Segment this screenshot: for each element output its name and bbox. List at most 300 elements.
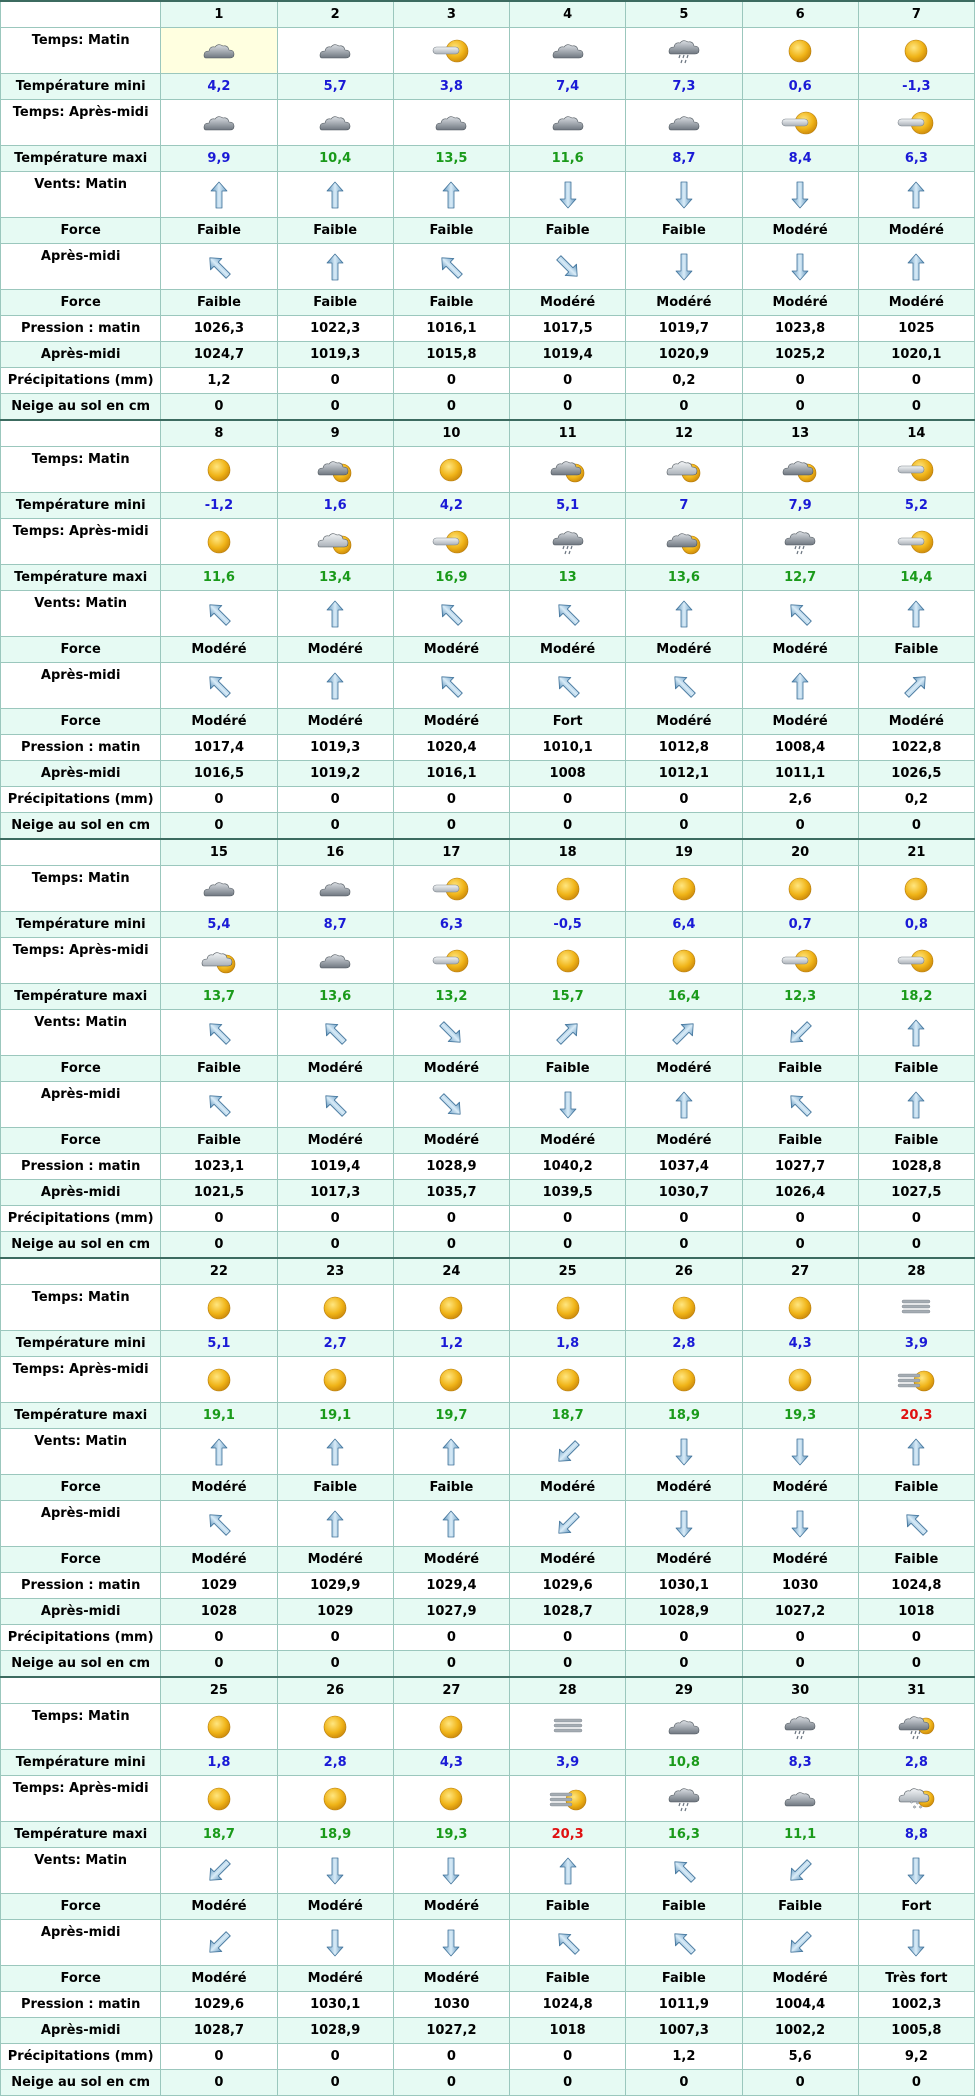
row-label: Force [1,1547,161,1573]
pressure-afternoon-cell: 1011,1 [742,761,858,787]
sun-icon [743,35,858,67]
sun-icon [394,454,509,486]
row-label: Neige au sol en cm [1,1232,161,1259]
cloud-icon [278,945,393,977]
fog-sun-icon [859,1364,974,1396]
wind-arrow-northwest-icon [161,251,276,283]
wind-cell [626,663,742,709]
wind-cell [510,1082,626,1128]
pressure-morning-cell: 1027,7 [742,1154,858,1180]
pressure-morning-cell: 1026,3 [161,316,277,342]
weather-cell [742,447,858,493]
day-header-cell: 12 [626,420,742,447]
wind-arrow-north-icon [626,1089,741,1121]
wind-force-morning-cell: Modéré [393,637,509,663]
pressure-morning-cell: 1029,9 [277,1573,393,1599]
pressure-afternoon-cell: 1007,3 [626,2018,742,2044]
temp-min-cell: 7,9 [742,493,858,519]
wind-cell [161,1501,277,1547]
weather-afternoon-row [1,519,975,565]
wind-force-morning-cell: Modéré [393,1056,509,1082]
row-label: Après-midi [1,663,161,709]
sun-icon [626,945,741,977]
weather-cell [277,1285,393,1331]
wind-arrow-north-icon [278,670,393,702]
temp-min-cell: 8,3 [742,1750,858,1776]
wind-cell [277,1848,393,1894]
pressure-morning-cell: 1025 [858,316,974,342]
wind-afternoon-row [1,1082,975,1128]
day-header-cell: 6 [742,1,858,28]
wind-arrow-north-icon [161,1436,276,1468]
wind-cell [510,663,626,709]
sun-icon [626,1364,741,1396]
cloud-icon [510,107,625,139]
svg-text:*: * [916,1800,920,1808]
temp-max-cell: 16,3 [626,1822,742,1848]
wind-force-afternoon-cell: Modéré [742,1966,858,1992]
snow-depth-cell: 0 [742,1651,858,1678]
weather-cell [510,1776,626,1822]
precipitation-cell: 0 [277,787,393,813]
temp-max-cell: 19,1 [277,1403,393,1429]
wind-arrow-southwest-icon [161,1855,276,1887]
snow-depth-cell: 0 [858,1232,974,1259]
wind-cell [858,663,974,709]
precipitation-row [1,787,975,813]
row-label: Force [1,637,161,663]
pressure-morning-cell: 1017,5 [510,316,626,342]
wind-morning-row [1,1848,975,1894]
day-header-cell: 24 [393,1258,509,1285]
pressure-afternoon-cell: 1018 [510,2018,626,2044]
temp-max-cell: 14,4 [858,565,974,591]
wind-force-afternoon-cell: Modéré [626,1128,742,1154]
wind-cell [510,244,626,290]
temp-max-cell: 20,3 [510,1822,626,1848]
wind-force-morning-cell: Modéré [742,218,858,244]
snow-depth-cell: 0 [510,2070,626,2096]
weather-cell [626,1285,742,1331]
wind-force-afternoon-cell: Faible [277,290,393,316]
day-header-cell: 26 [277,1677,393,1704]
wind-force-morning-cell: Faible [742,1056,858,1082]
precipitation-cell: 0 [393,368,509,394]
weather-cell [626,938,742,984]
temp-max-cell: 13 [510,565,626,591]
wind-arrow-southeast-icon [394,1017,509,1049]
temp-max-cell: 9,9 [161,146,277,172]
pressure-morning-cell: 1028,9 [393,1154,509,1180]
precipitation-cell: 0 [742,1625,858,1651]
row-label: Après-midi [1,761,161,787]
snow-depth-cell: 0 [393,813,509,840]
snow-depth-row [1,394,975,421]
pressure-afternoon-cell: 1002,2 [742,2018,858,2044]
row-label: Pression : matin [1,316,161,342]
pressure-afternoon-cell: 1027,9 [393,1599,509,1625]
row-label: Temps: Matin [1,1704,161,1750]
cloud-icon [626,1711,741,1743]
precipitation-cell: 0 [277,1206,393,1232]
wind-force-afternoon-cell: Faible [510,1966,626,1992]
row-label: Vents: Matin [1,591,161,637]
pressure-morning-row [1,735,975,761]
weather-cell [510,100,626,146]
wind-cell [277,1010,393,1056]
cloud-icon [161,107,276,139]
pressure-afternoon-cell: 1039,5 [510,1180,626,1206]
sun-fog-icon [394,35,509,67]
precipitation-cell: 0 [858,1206,974,1232]
wind-force-morning-row [1,1894,975,1920]
temp-max-cell: 13,6 [626,565,742,591]
precipitation-cell: 0 [742,1206,858,1232]
wind-afternoon-row [1,1501,975,1547]
wind-force-morning-cell: Faible [510,1894,626,1920]
weather-cell [510,28,626,74]
wind-force-morning-cell: Modéré [858,218,974,244]
wind-cell [858,244,974,290]
wind-cell [626,591,742,637]
wind-arrow-northwest-icon [278,1017,393,1049]
day-header-cell: 5 [626,1,742,28]
precipitation-cell: 0 [510,2044,626,2070]
temp-min-cell: 5,7 [277,74,393,100]
wind-force-afternoon-cell: Modéré [161,709,277,735]
temp-max-cell: 18,7 [161,1822,277,1848]
wind-arrow-north-icon [743,670,858,702]
snow-depth-cell: 0 [742,2070,858,2096]
wind-cell [393,172,509,218]
weather-cell [510,938,626,984]
wind-cell [510,1010,626,1056]
pressure-morning-cell: 1029,6 [510,1573,626,1599]
weather-cell [277,1776,393,1822]
weather-cell [742,100,858,146]
weather-cell [858,519,974,565]
wind-cell [393,1010,509,1056]
weather-morning-row [1,28,975,74]
row-label: Température maxi [1,1403,161,1429]
temp-max-cell: 6,3 [858,146,974,172]
wind-force-morning-cell: Faible [277,1475,393,1501]
wind-cell [277,663,393,709]
wind-force-afternoon-row [1,709,975,735]
row-label: Temps: Après-midi [1,938,161,984]
temp-max-row [1,565,975,591]
wind-force-morning-cell: Modéré [742,637,858,663]
snow-depth-cell: 0 [626,1651,742,1678]
temp-min-cell: 7,3 [626,74,742,100]
weather-cell [858,447,974,493]
snow-depth-cell: 0 [161,1232,277,1259]
weather-cell [161,938,277,984]
pressure-morning-cell: 1011,9 [626,1992,742,2018]
weather-cell [277,519,393,565]
pressure-afternoon-cell: 1029 [277,1599,393,1625]
pressure-morning-cell: 1004,4 [742,1992,858,2018]
weather-cell [393,28,509,74]
wind-arrow-southwest-icon [743,1017,858,1049]
weather-afternoon-row [1,1357,975,1403]
temp-max-cell: 12,7 [742,565,858,591]
wind-force-morning-cell: Faible [626,218,742,244]
row-label: Après-midi [1,1180,161,1206]
weather-cell [277,1357,393,1403]
sun-fog-icon [859,945,974,977]
snow-depth-cell: 0 [626,1232,742,1259]
wind-arrow-north-icon [859,1017,974,1049]
cloud-icon [278,107,393,139]
day-header-cell: 1 [161,1,277,28]
day-header-cell: 30 [742,1677,858,1704]
cloud-sun-light-icon [626,454,741,486]
day-header-cell: 4 [510,1,626,28]
weather-cell [626,1357,742,1403]
pressure-morning-cell: 1019,3 [277,735,393,761]
wind-force-morning-cell: Faible [510,218,626,244]
row-label: Vents: Matin [1,1429,161,1475]
day-header-cell: 26 [626,1258,742,1285]
temp-max-cell: 19,1 [161,1403,277,1429]
snow-depth-cell: 0 [393,1651,509,1678]
temp-min-cell: 1,8 [510,1331,626,1357]
wind-cell [510,1501,626,1547]
wind-force-afternoon-cell: Modéré [510,290,626,316]
pressure-morning-cell: 1019,7 [626,316,742,342]
row-label: Neige au sol en cm [1,2070,161,2096]
sun-icon [394,1711,509,1743]
precipitation-cell: 0 [510,368,626,394]
sun-fog-icon [743,107,858,139]
cloud-rain-icon [626,1783,741,1815]
wind-cell [742,1010,858,1056]
precipitation-cell: 0 [277,2044,393,2070]
weather-cell [742,1704,858,1750]
wind-arrow-south-icon [510,179,625,211]
wind-cell [858,1848,974,1894]
wind-cell [393,244,509,290]
weather-cell [161,1285,277,1331]
wind-cell [277,1082,393,1128]
row-label: Temps: Après-midi [1,100,161,146]
pressure-afternoon-row [1,2018,975,2044]
wind-arrow-south-icon [859,1927,974,1959]
weather-cell [742,1285,858,1331]
pressure-afternoon-cell: 1005,8 [858,2018,974,2044]
temp-min-cell: 4,2 [393,493,509,519]
weather-cell [626,100,742,146]
wind-force-morning-cell: Faible [277,218,393,244]
precipitation-cell: 0 [277,368,393,394]
sun-icon [161,454,276,486]
row-label: Force [1,1056,161,1082]
cloud-rain-icon [743,1711,858,1743]
snow-depth-row [1,1651,975,1678]
temp-max-cell: 18,9 [626,1403,742,1429]
row-label: Température mini [1,1750,161,1776]
sun-icon [510,945,625,977]
sun-icon [278,1292,393,1324]
weather-morning-row [1,1704,975,1750]
wind-force-afternoon-cell: Modéré [510,1547,626,1573]
snow-depth-cell: 0 [161,1651,277,1678]
wind-afternoon-row [1,244,975,290]
precipitation-cell: 0 [626,1625,742,1651]
wind-force-afternoon-cell: Modéré [277,1128,393,1154]
weather-cell [277,866,393,912]
row-label-empty [1,1677,161,1704]
wind-force-afternoon-cell: Faible [161,290,277,316]
wind-force-morning-cell: Faible [393,218,509,244]
day-header-cell: 22 [161,1258,277,1285]
row-label: Vents: Matin [1,172,161,218]
wind-arrow-northwest-icon [161,670,276,702]
weather-cell [858,1357,974,1403]
weather-cell [626,1704,742,1750]
pressure-morning-cell: 1030,1 [277,1992,393,2018]
precipitation-cell: 0 [626,787,742,813]
wind-morning-row [1,591,975,637]
wind-force-morning-cell: Modéré [510,1475,626,1501]
day-header-cell: 19 [626,839,742,866]
wind-force-morning-cell: Modéré [277,637,393,663]
day-header-cell: 8 [161,420,277,447]
wind-force-afternoon-cell: Modéré [742,709,858,735]
wind-arrow-northwest-icon [394,598,509,630]
wind-cell [393,1501,509,1547]
sun-fog-icon [859,107,974,139]
wind-cell [510,172,626,218]
cloud-sun-icon [743,454,858,486]
weather-cell [277,447,393,493]
wind-cell [393,663,509,709]
pressure-afternoon-cell: 1019,2 [277,761,393,787]
wind-force-afternoon-cell: Modéré [742,1547,858,1573]
svg-text:*: * [910,1799,914,1807]
temp-max-cell: 19,7 [393,1403,509,1429]
row-label: Après-midi [1,1082,161,1128]
sun-icon [510,1292,625,1324]
pressure-morning-cell: 1020,4 [393,735,509,761]
weather-morning-row [1,1285,975,1331]
wind-force-afternoon-cell: Modéré [393,1547,509,1573]
snow-depth-cell: 0 [277,394,393,421]
wind-cell [393,1848,509,1894]
weather-cell [161,519,277,565]
weather-cell [161,1357,277,1403]
row-label: Température maxi [1,1822,161,1848]
cloud-sun-light-icon [278,526,393,558]
row-label: Après-midi [1,342,161,368]
wind-force-afternoon-cell: Modéré [161,1966,277,1992]
wind-arrow-south-icon [626,1508,741,1540]
row-label: Température mini [1,493,161,519]
pressure-morning-cell: 1030,1 [626,1573,742,1599]
day-header-cell: 11 [510,420,626,447]
pressure-morning-cell: 1023,8 [742,316,858,342]
pressure-morning-cell: 1012,8 [626,735,742,761]
temp-min-cell: 2,7 [277,1331,393,1357]
wind-cell [277,1429,393,1475]
row-label: Force [1,218,161,244]
weather-cell [393,938,509,984]
wind-force-morning-cell: Modéré [161,1475,277,1501]
snow-depth-cell: 0 [626,813,742,840]
pressure-afternoon-cell: 1017,3 [277,1180,393,1206]
precipitation-cell: 0 [393,2044,509,2070]
temp-max-cell: 18,9 [277,1822,393,1848]
pressure-morning-cell: 1028,8 [858,1154,974,1180]
precipitation-cell: 0 [393,1206,509,1232]
temp-max-cell: 8,4 [742,146,858,172]
temp-min-cell: 5,1 [510,493,626,519]
wind-arrow-north-icon [394,179,509,211]
wind-cell [393,1920,509,1966]
fog-icon [510,1711,625,1743]
wind-arrow-north-icon [278,179,393,211]
wind-arrow-northeast-icon [859,670,974,702]
wind-cell [393,1429,509,1475]
wind-force-morning-cell: Modéré [277,1894,393,1920]
wind-cell [858,591,974,637]
day-header-cell: 20 [742,839,858,866]
weather-cell [277,938,393,984]
weather-cell [393,100,509,146]
wind-arrow-north-icon [859,251,974,283]
wind-force-morning-cell: Fort [858,1894,974,1920]
pressure-afternoon-cell: 1016,1 [393,761,509,787]
cloud-icon [278,873,393,905]
row-label: Temps: Matin [1,866,161,912]
weather-morning-row [1,447,975,493]
pressure-afternoon-cell: 1025,2 [742,342,858,368]
wind-cell [161,1429,277,1475]
wind-arrow-north-icon [161,179,276,211]
temp-max-cell: 10,4 [277,146,393,172]
pressure-afternoon-cell: 1035,7 [393,1180,509,1206]
pressure-afternoon-cell: 1027,2 [393,2018,509,2044]
precipitation-cell: 0,2 [858,787,974,813]
day-header-row [1,839,975,866]
pressure-afternoon-row [1,342,975,368]
cloud-icon [510,35,625,67]
wind-arrow-southwest-icon [743,1855,858,1887]
temp-min-cell: 0,7 [742,912,858,938]
wind-cell [626,172,742,218]
wind-arrow-northwest-icon [161,1508,276,1540]
precipitation-cell: 9,2 [858,2044,974,2070]
cloud-sun-icon [626,526,741,558]
wind-arrow-northwest-icon [626,1927,741,1959]
wind-cell [393,591,509,637]
weather-cell [277,1704,393,1750]
wind-force-afternoon-cell: Modéré [858,709,974,735]
sun-icon [859,873,974,905]
sun-icon [626,1292,741,1324]
wind-force-morning-cell: Modéré [277,1056,393,1082]
temp-min-cell: 3,8 [393,74,509,100]
row-label: Température mini [1,74,161,100]
wind-arrow-south-icon [743,1436,858,1468]
wind-cell [626,1848,742,1894]
precipitation-cell: 0 [161,1625,277,1651]
row-label: Pression : matin [1,1154,161,1180]
wind-force-afternoon-cell: Très fort [858,1966,974,1992]
weather-cell [858,866,974,912]
wind-cell [277,172,393,218]
